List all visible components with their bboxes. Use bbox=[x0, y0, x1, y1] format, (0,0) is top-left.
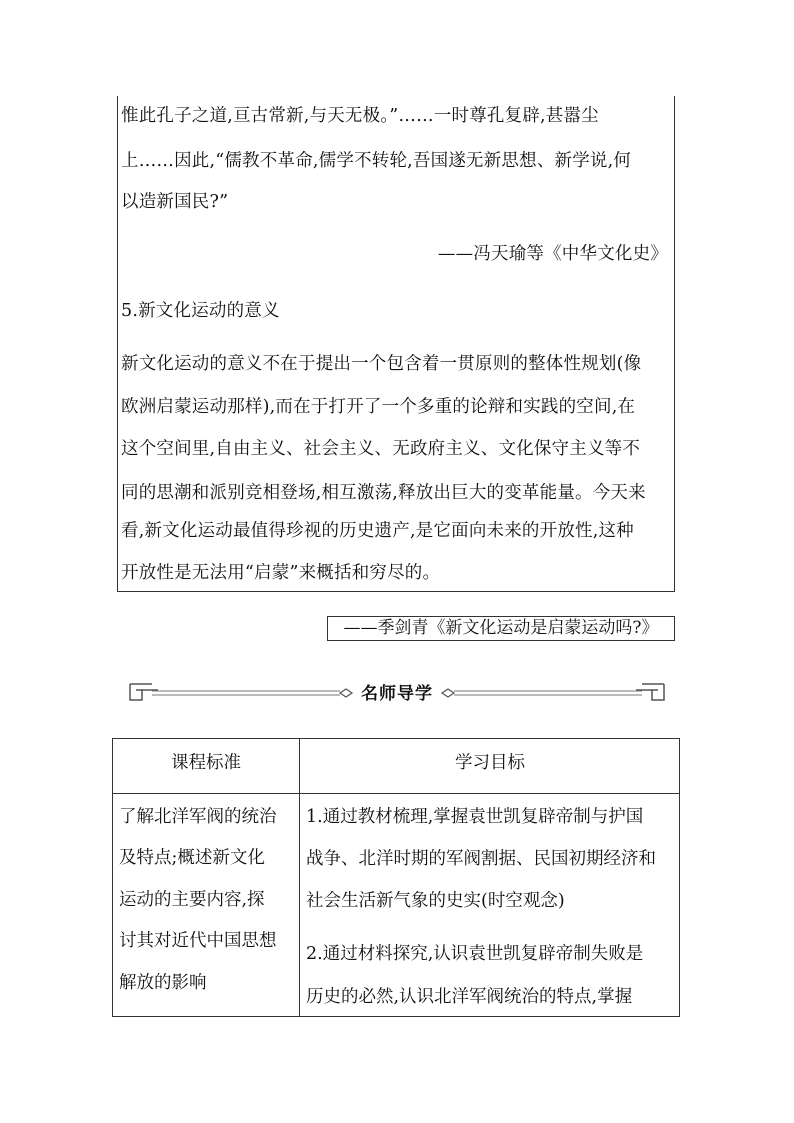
material-line: 以造新国民?” bbox=[121, 192, 229, 212]
course-table bbox=[112, 738, 680, 1017]
paragraph-line: 新文化运动的意义不在于提出一个包含着一贯原则的整体性规划(像 bbox=[121, 354, 642, 374]
material-heading: 5.新文化运动的意义 bbox=[121, 301, 280, 321]
goal-line: 1.通过教材梳理,掌握袁世凯复辟帝制与护国 bbox=[306, 807, 644, 827]
standard-line: 运动的主要内容,探 bbox=[119, 890, 265, 910]
paragraph-line: 同的思潮和派别竞相登场,相互激荡,释放出巨大的变革能量。今天来 bbox=[121, 483, 646, 503]
paragraph-line: 这个空间里,自由主义、社会主义、无政府主义、文化保守主义等不 bbox=[121, 439, 641, 459]
material-box bbox=[117, 96, 675, 592]
goal-line: 战争、北洋时期的军阀割据、民国初期经济和 bbox=[306, 849, 656, 869]
section-title: 名师导学 bbox=[361, 684, 433, 704]
table-row-divider bbox=[113, 793, 679, 794]
goal-line: 历史的必然,认识北洋军阀统治的特点,掌握 bbox=[306, 987, 633, 1007]
paragraph-line: 看,新文化运动最值得珍视的历史遗产,是它面向未来的开放性,这种 bbox=[121, 521, 634, 541]
paragraph-line: 开放性是无法用“启蒙”来概括和穷尽的。 bbox=[121, 563, 441, 583]
table-column-divider bbox=[299, 739, 300, 1016]
section-header bbox=[128, 678, 666, 710]
paragraph-source-box: ——季剑青《新文化运动是启蒙运动吗?》 bbox=[327, 616, 675, 641]
goal-line: 社会生活新气象的史实(时空观念) bbox=[306, 891, 565, 911]
standard-line: 解放的影响 bbox=[119, 973, 207, 993]
table-header-goal: 学习目标 bbox=[455, 753, 525, 773]
table-header-standard: 课程标准 bbox=[171, 753, 241, 773]
standard-line: 及特点;概述新文化 bbox=[119, 848, 265, 868]
standard-line: 讨其对近代中国思想 bbox=[119, 931, 277, 951]
material-line: 惟此孔子之道,亘古常新,与天无极。”……一时尊孔复辟,甚嚣尘 bbox=[121, 106, 599, 126]
standard-line: 了解北洋军阀的统治 bbox=[119, 807, 277, 827]
material-source: ——冯天瑜等《中华文化史》 bbox=[437, 244, 668, 264]
material-line: 上……因此,“儒教不革命,儒学不转轮,吾国遂无新思想、新学说,何 bbox=[121, 151, 632, 171]
paragraph-line: 欧洲启蒙运动那样),而在于打开了一个多重的论辩和实践的空间,在 bbox=[121, 397, 636, 417]
goal-line: 2.通过材料探究,认识袁世凯复辟帝制失败是 bbox=[306, 944, 644, 964]
